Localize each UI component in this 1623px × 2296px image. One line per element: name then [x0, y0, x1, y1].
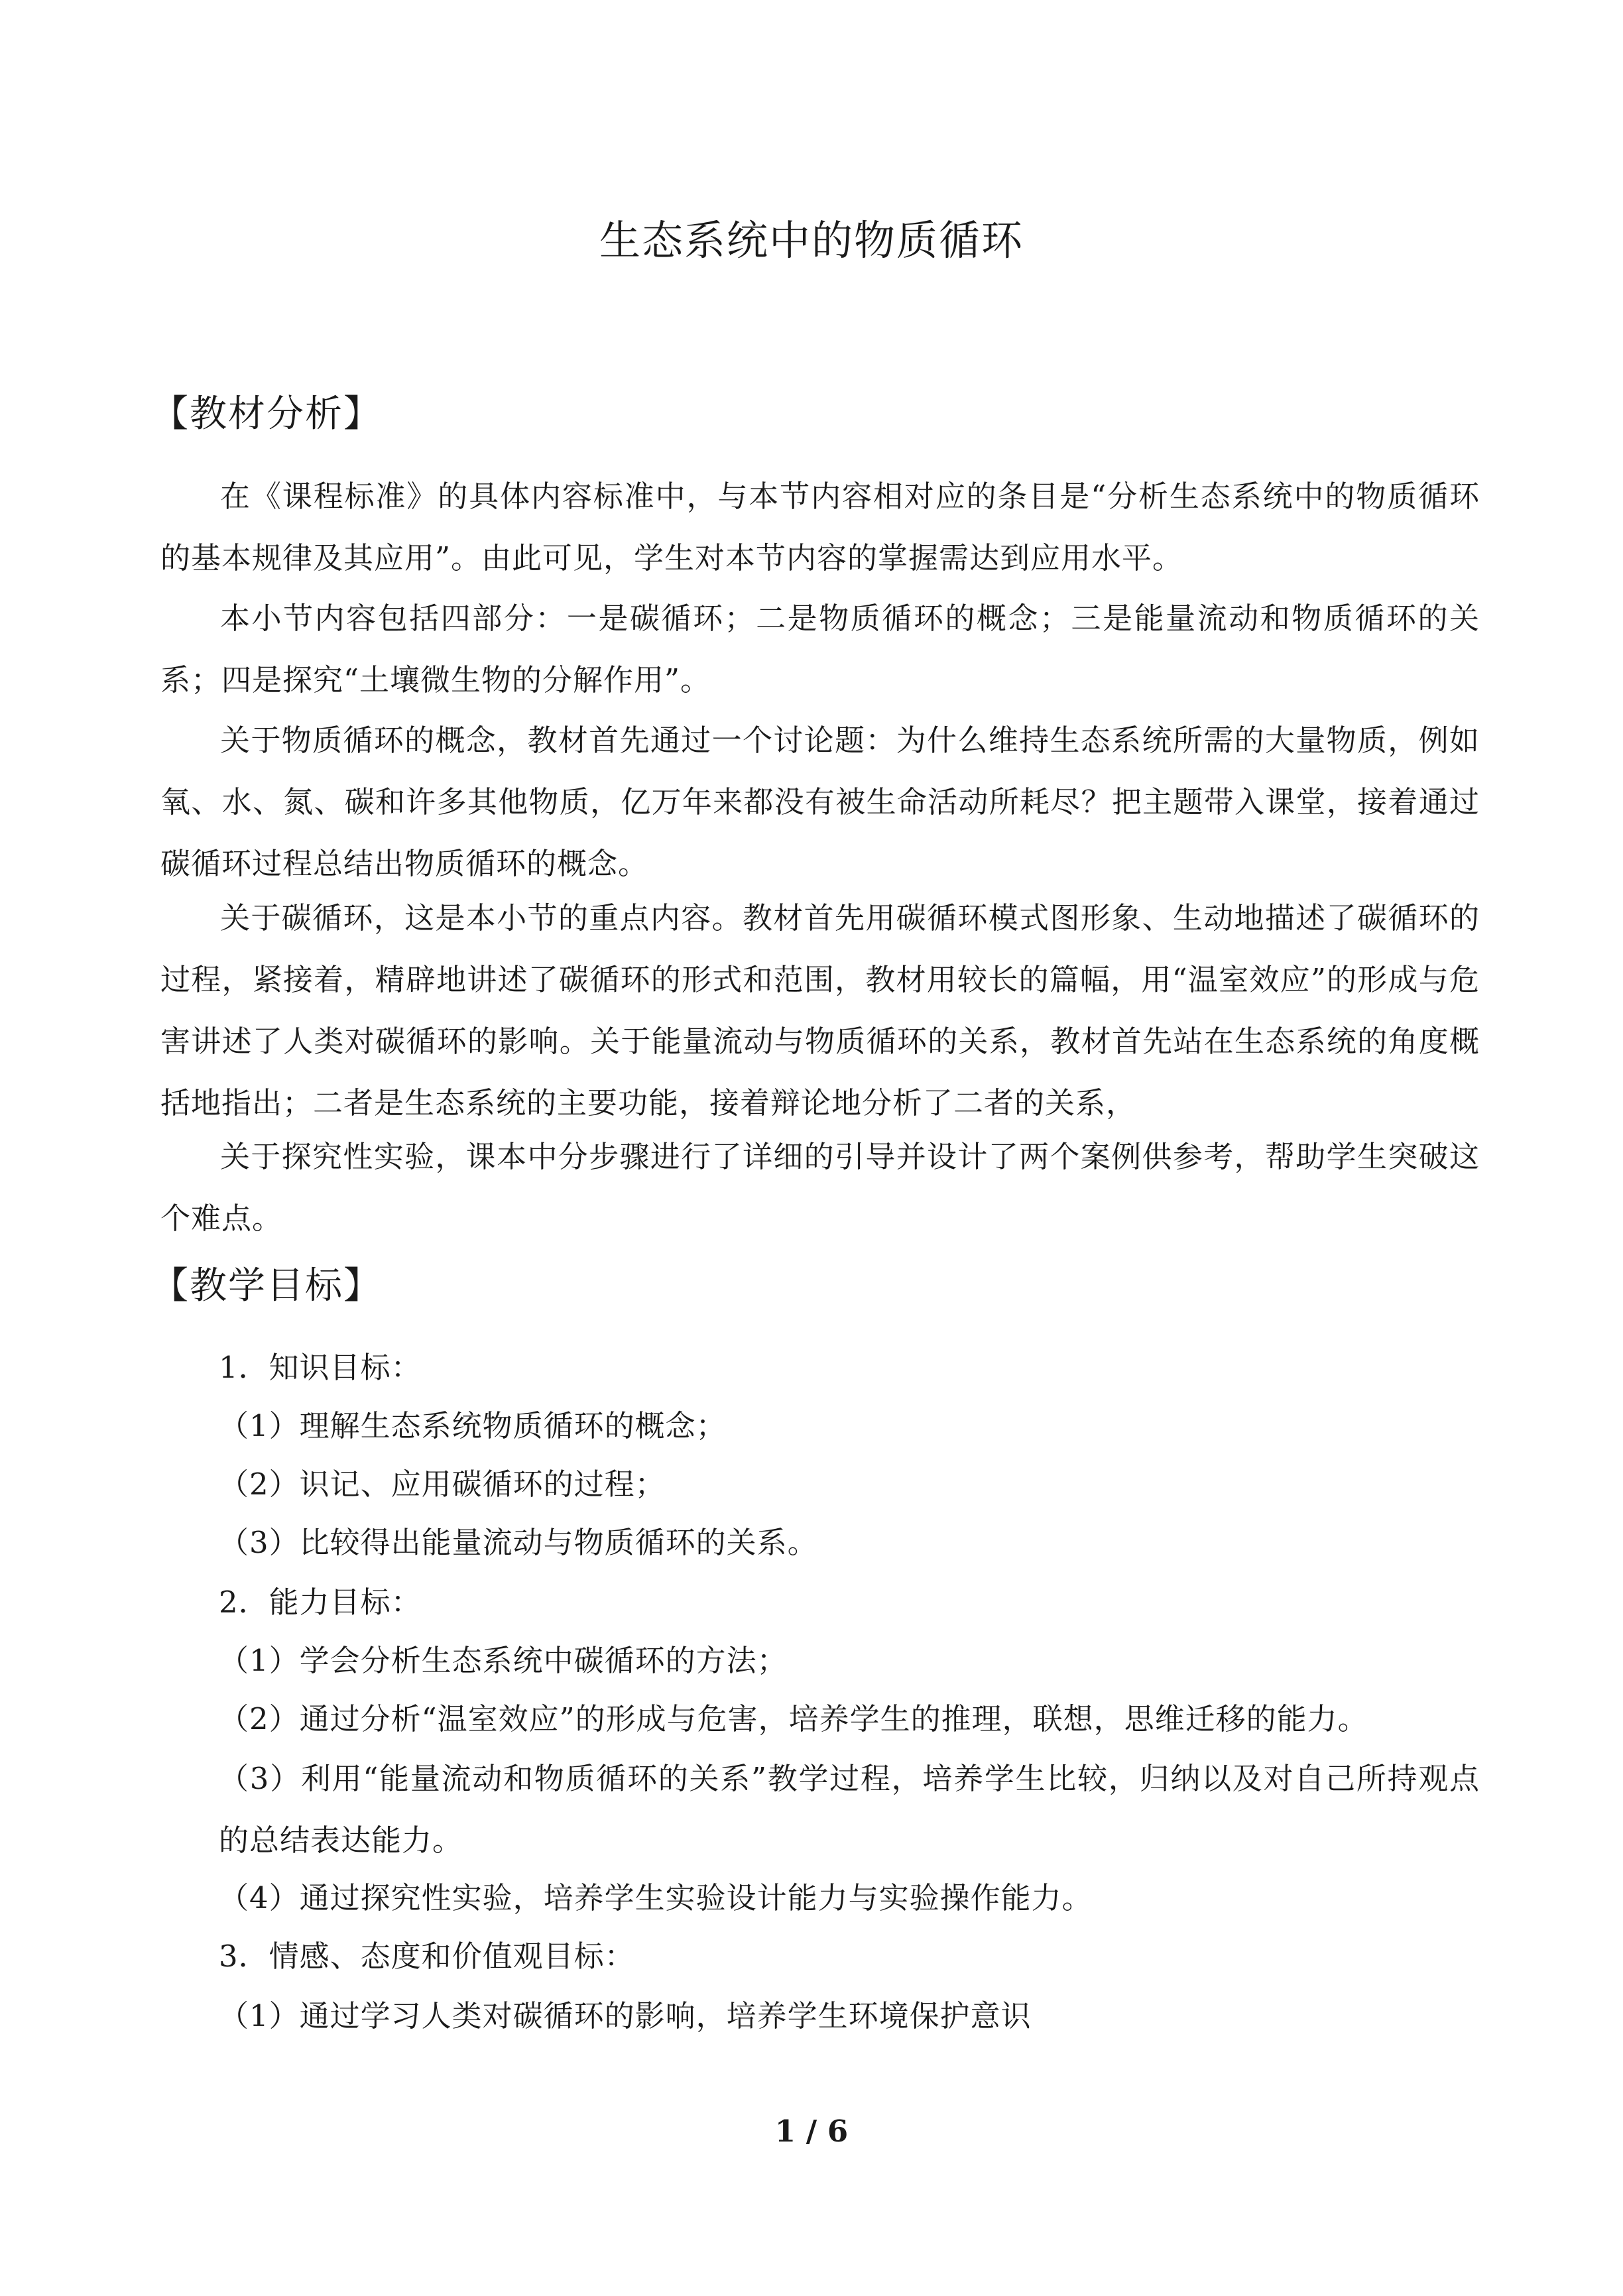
paragraph: 关于探究性实验，课本中分步骤进行了详细的引导并设计了两个案例供参考，帮助学生突破这个难点。: [160, 1139, 1480, 1236]
objective-item: 2．能力目标：: [219, 1585, 422, 1620]
objective-item: （3）比较得出能量流动与物质循环的关系。: [219, 1525, 818, 1560]
objective-item: [160, 1748, 1480, 1871]
paragraph: 本小节内容包括四部分：一是碳循环；二是物质循环的概念；三是能量流动和物质循环的关系；四是探究“土壤微生物的分解作用”。: [160, 601, 1480, 697]
paragraph: 在《课程标准》的具体内容标准中，与本节内容相对应的条目是“分析生态系统中的物质循环的基本规律及其应用”。由此可见，学生对本节内容的掌握需达到应用水平。: [160, 479, 1480, 575]
objective-item: （2）通过分析“温室效应”的形成与危害，培养学生的推理，联想，思维迁移的能力。: [219, 1701, 1368, 1736]
objective-item: 3．情感、态度和价值观目标：: [219, 1939, 635, 1974]
objective-item-text: （3）利用“能量流动和物质循环的关系”教学过程，培养学生比较，归纳以及对自己所持观点的总结表达能力。: [219, 1761, 1480, 1858]
objective-item: （4）通过探究性实验，培养学生实验设计能力与实验操作能力。: [219, 1880, 1093, 1915]
objective-item: （1）理解生态系统物质循环的概念；: [219, 1408, 727, 1443]
objective-item: （2）识记、应用碳循环的过程；: [219, 1467, 666, 1502]
objective-item: 1．知识目标：: [219, 1350, 422, 1385]
document-title: 生态系统中的物质循环: [599, 216, 1024, 265]
section-heading-textbook-analysis: 【教材分析】: [151, 393, 382, 436]
section-heading-teaching-objectives: 【教学目标】: [151, 1264, 382, 1307]
objective-item: （1）通过学习人类对碳循环的影响，培养学生环境保护意识: [219, 1998, 1032, 2033]
page-number: 1 / 6: [774, 2114, 849, 2149]
paragraph: 关于物质循环的概念，教材首先通过一个讨论题：为什么维持生态系统所需的大量物质，例如氧、水、氮、碳和许多其他物质，亿万年来都没有被生命活动所耗尽？把主题带入课堂，接着通过碳循环过程总结出物质循环的概念。: [160, 723, 1480, 881]
objective-item: （1）学会分析生态系统中碳循环的方法；: [219, 1643, 788, 1678]
paragraph: 关于碳循环，这是本小节的重点内容。教材首先用碳循环模式图形象、生动地描述了碳循环的过程，紧接着，精辟地讲述了碳循环的形式和范围，教材用较长的篇幅，用“温室效应”的形成与危害讲述了人类对碳循环的影响。关于能量流动与物质循环的关系，教材首先站在生态系统的角度概括地指出；二者是生态系统的主要功能，接着辩论地分析了二者的关系，: [160, 900, 1480, 1120]
